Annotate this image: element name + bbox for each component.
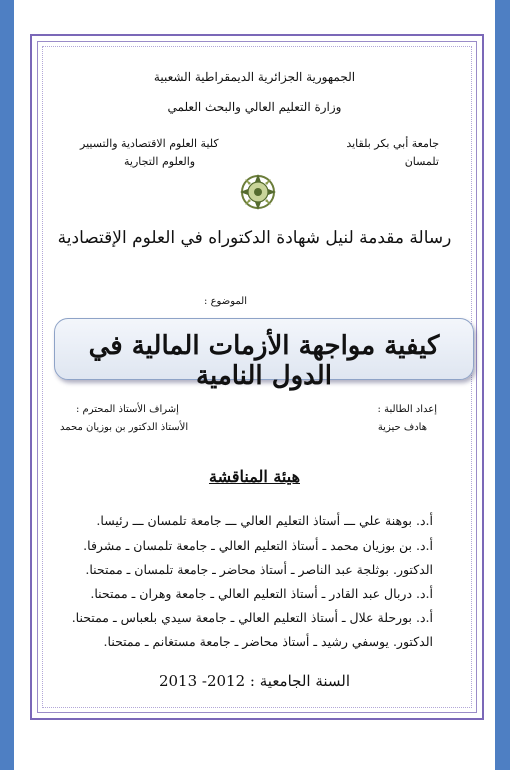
thesis-statement: رسالة مقدمة لنيل شهادة الدكتوراه في العلوم الإقتصادية xyxy=(57,228,452,248)
document-page xyxy=(14,0,495,770)
jury-member: أ.د. دربال عبد القادر ـ أستاذ التعليم العالي ـ جامعة وهران ـ ممتحنا. xyxy=(90,586,433,601)
republic-name: الجمهورية الجزائرية الديمقراطية الشعبية xyxy=(153,70,356,84)
supervisor-label: إشراف الأستاذ المحترم : xyxy=(76,404,179,415)
jury-title: هيئة المناقشة xyxy=(208,467,300,486)
faculty-name: كلية العلوم الاقتصادية والتسيير xyxy=(80,137,219,150)
university-emblem-icon xyxy=(236,170,280,214)
student-label: إعداد الطالبة : xyxy=(377,404,437,415)
student-name: هادف حيزية xyxy=(377,422,427,433)
jury-member: الدكتور. يوسفي رشيد ـ أستاذ محاضر ـ جامعة مستغانم ـ ممتحنا. xyxy=(103,634,433,649)
university-city: تلمسان xyxy=(404,155,439,168)
jury-member: أ.د. بن بوزيان محمد ـ أستاذ التعليم العالي ـ جامعة تلمسان ـ مشرفا. xyxy=(83,538,433,553)
jury-member: أ.د. بوهنة علي ـــ أستاذ التعليم العالي ـــ جامعة تلمسان ـــ رئيسا. xyxy=(96,513,433,528)
ministry-name: وزارة التعليم العالي والبحث العلمي xyxy=(167,100,342,114)
academic-year: السنة الجامعية : 2012- 2013 xyxy=(158,672,351,690)
title-box xyxy=(54,318,474,391)
university-name: جامعة أبي بكر بلقايد xyxy=(346,137,439,150)
jury-member: الدكتور. بوثلجة عبد الناصر ـ أستاذ محاضر ـ جامعة تلمسان ـ ممتحنا. xyxy=(85,562,433,577)
jury-member: أ.د. بورحلة علال ـ أستاذ التعليم العالي ـ جامعة سيدي بلعباس ـ ممتحنا. xyxy=(71,610,433,625)
faculty-name-cont: والعلوم التجارية xyxy=(124,155,196,168)
supervisor-name: الأستاذ الدكتور بن بوزيان محمد xyxy=(60,422,189,433)
thesis-title: كيفية مواجهة الأزمات المالية في الدول النامية xyxy=(88,331,440,391)
subject-label: الموضوع : xyxy=(204,296,247,307)
